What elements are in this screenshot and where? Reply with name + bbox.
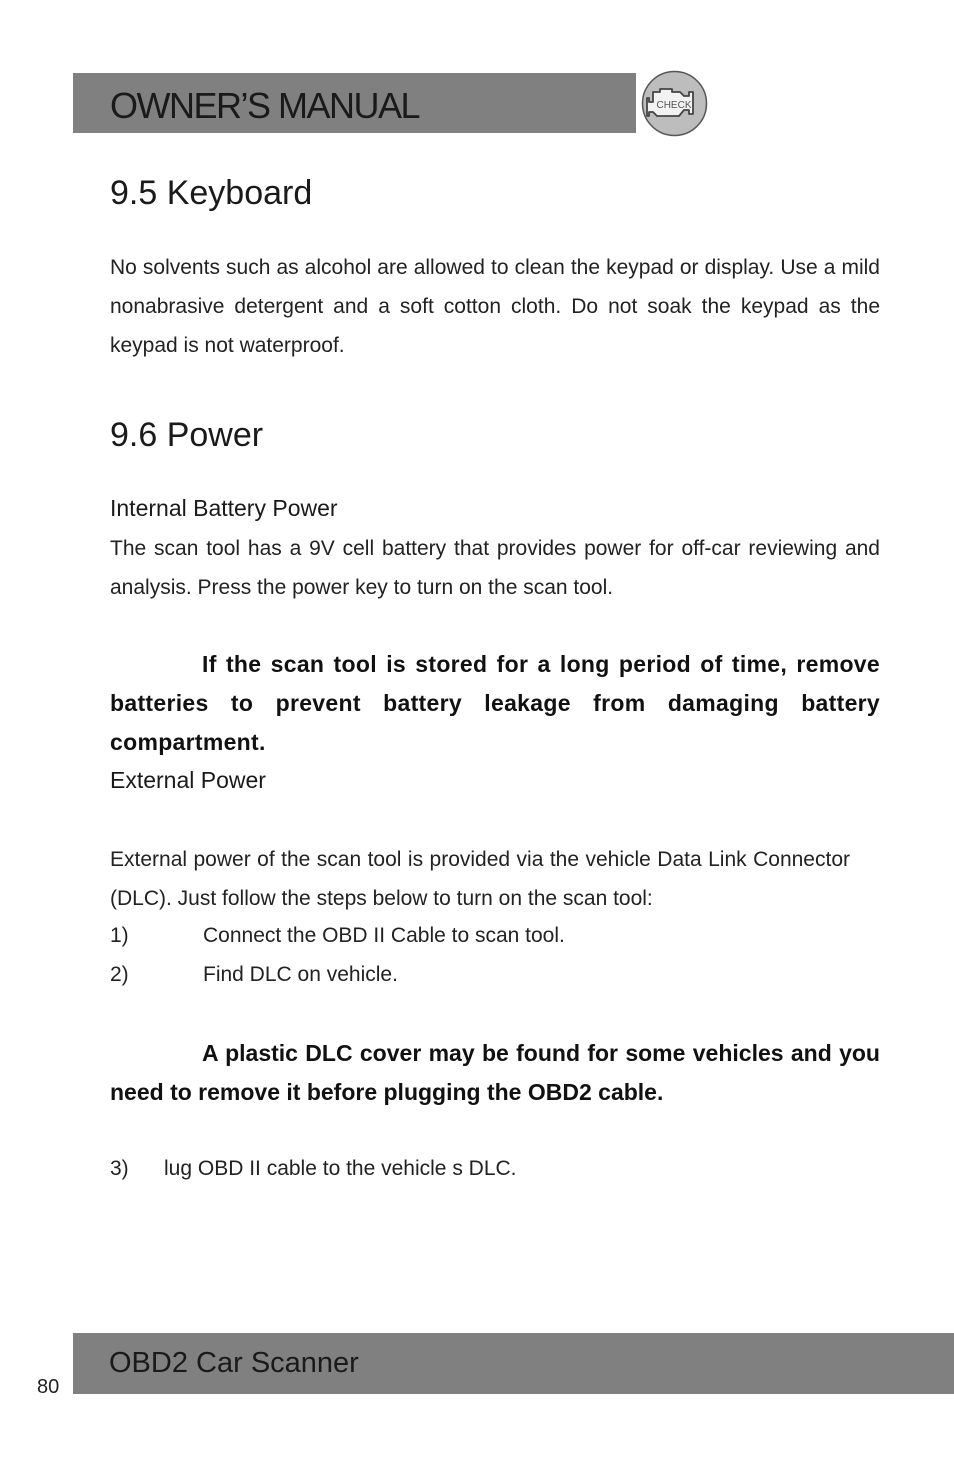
step-item	[110, 924, 565, 948]
battery-note-text: If the scan tool is stored for a long period of time, remove batteries to prevent battery leakage from damaging battery compartment.	[110, 651, 880, 755]
external-power-title: External Power	[110, 767, 266, 793]
step-number: 3)	[110, 1157, 129, 1180]
footer-title: OBD2 Car Scanner	[109, 1347, 359, 1379]
step-item	[110, 963, 398, 987]
step-number: 2)	[110, 963, 129, 986]
external-power-paragraph: External power of the scan tool is provided via the vehicle Data Link Connector (DLC). Just follow the steps below to turn on the scan tool:	[110, 848, 850, 910]
section-heading-keyboard: 9.5 Keyboard	[110, 174, 313, 212]
keyboard-paragraph: No solvents such as alcohol are allowed to clean the keypad or display. Use a mild nonabrasive detergent and a soft cotton cloth. Do not soak the keypad as the keypad is not waterproof.	[110, 256, 880, 357]
battery-note	[110, 645, 880, 762]
step-item	[110, 1157, 517, 1181]
internal-battery-title: Internal Battery Power	[110, 495, 338, 521]
dlc-note	[110, 1034, 880, 1112]
dlc-note-text: A plastic DLC cover may be found for some vehicles and you need to remove it before plugging the OBD2 cable.	[110, 1040, 880, 1105]
footer-bar	[73, 1333, 954, 1394]
internal-battery-paragraph: The scan tool has a 9V cell battery that provides power for off-car reviewing and analysis. Press the power key to turn on the scan tool.	[110, 537, 880, 599]
step-text: lug OBD II cable to the vehicle s DLC.	[164, 1157, 517, 1180]
page-number: 80	[37, 1376, 60, 1398]
manual-title: OWNER’S MANUAL	[110, 85, 420, 126]
check-badge-label: CHECK	[656, 100, 692, 111]
step-text: Find DLC on vehicle.	[203, 963, 398, 986]
step-number: 1)	[110, 924, 129, 947]
section-heading-power: 9.6 Power	[110, 416, 264, 454]
check-engine-icon	[641, 70, 708, 137]
step-text: Connect the OBD II Cable to scan tool.	[203, 924, 565, 947]
header-bar	[73, 73, 636, 133]
